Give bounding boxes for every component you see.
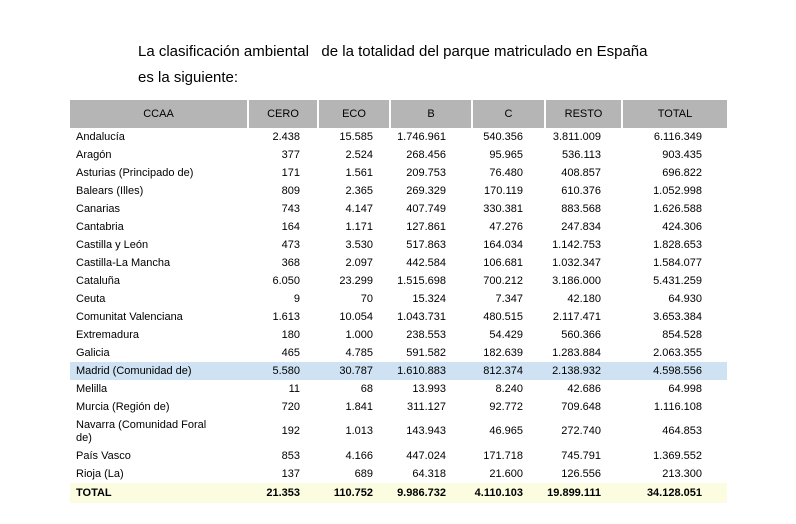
cell-total: 424.306: [622, 218, 727, 236]
cell-cero: 5.580: [248, 362, 318, 380]
cell-cero: 1.613: [248, 308, 318, 326]
cell-region: [70, 200, 248, 218]
cell-eco: 10.054: [318, 308, 390, 326]
cell-cero: 137: [248, 465, 318, 483]
cell-b: 1.610.883: [390, 362, 472, 380]
column-header-b: B: [390, 100, 472, 128]
cell-region: [70, 398, 248, 416]
cell-eco: 1.171: [318, 218, 390, 236]
cell-total: 3.653.384: [622, 308, 727, 326]
cell-total: 64.998: [622, 380, 727, 398]
column-header-eco: ECO: [318, 100, 390, 128]
region-label: Andalucía: [76, 130, 125, 143]
cell-c: 7.347: [472, 290, 545, 308]
cell-total: 213.300: [622, 465, 727, 483]
cell-resto: 745.791: [545, 447, 622, 465]
cell-c: 95.965: [472, 146, 545, 164]
cell-eco: 2.365: [318, 182, 390, 200]
cell-cero: 192: [248, 416, 318, 447]
table-row: [70, 465, 727, 483]
column-header-c: C: [472, 100, 545, 128]
cell-cero: 171: [248, 164, 318, 182]
table-row: [70, 128, 727, 146]
cell-resto: 2.138.932: [545, 362, 622, 380]
cell-cero: 473: [248, 236, 318, 254]
region-label: Castilla y León: [76, 238, 149, 251]
cell-eco: 1.000: [318, 326, 390, 344]
cell-eco: 2.524: [318, 146, 390, 164]
cell-c: 700.212: [472, 272, 545, 290]
cell-resto: 883.568: [545, 200, 622, 218]
table-row: [70, 254, 727, 272]
cell-cero: 377: [248, 146, 318, 164]
cell-total: 1.584.077: [622, 254, 727, 272]
cell-c: 8.240: [472, 380, 545, 398]
cell-c: 46.965: [472, 416, 545, 447]
cell-eco: 110.752: [318, 483, 390, 503]
region-label: Cantabria: [76, 220, 124, 233]
cell-eco: 15.585: [318, 128, 390, 146]
cell-resto: 560.366: [545, 326, 622, 344]
cell-total: 2.063.355: [622, 344, 727, 362]
cell-resto: 3.186.000: [545, 272, 622, 290]
cell-region: [70, 483, 248, 503]
cell-resto: 610.376: [545, 182, 622, 200]
cell-b: 1.515.698: [390, 272, 472, 290]
cell-cero: 853: [248, 447, 318, 465]
cell-b: 269.329: [390, 182, 472, 200]
cell-eco: 1.561: [318, 164, 390, 182]
cell-region: [70, 447, 248, 465]
cell-region: [70, 308, 248, 326]
cell-c: 54.429: [472, 326, 545, 344]
cell-c: 480.515: [472, 308, 545, 326]
cell-c: 21.600: [472, 465, 545, 483]
cell-eco: 4.147: [318, 200, 390, 218]
region-label: Murcia (Región de): [76, 400, 170, 413]
cell-region: [70, 128, 248, 146]
cell-cero: 368: [248, 254, 318, 272]
region-label: Ceuta: [76, 292, 106, 305]
classification-table-container: [70, 100, 727, 503]
cell-cero: 9: [248, 290, 318, 308]
cell-region: [70, 218, 248, 236]
region-label: Aragón: [76, 148, 112, 161]
cell-region: [70, 380, 248, 398]
intro-line-2: es la siguiente:: [138, 69, 239, 86]
cell-b: 127.861: [390, 218, 472, 236]
cell-c: 170.119: [472, 182, 545, 200]
cell-eco: 3.530: [318, 236, 390, 254]
cell-b: 209.753: [390, 164, 472, 182]
cell-region: [70, 344, 248, 362]
cell-cero: 164: [248, 218, 318, 236]
cell-region: [70, 272, 248, 290]
cell-eco: 1.013: [318, 416, 390, 447]
column-header-cero: CERO: [248, 100, 318, 128]
cell-eco: 23.299: [318, 272, 390, 290]
region-label: Madrid (Comunidad de): [76, 364, 192, 377]
cell-region: [70, 164, 248, 182]
region-label: Comunitat Valenciana: [76, 310, 183, 323]
region-label: Balears (Illes): [76, 184, 144, 197]
cell-c: 106.681: [472, 254, 545, 272]
cell-eco: 689: [318, 465, 390, 483]
table-row: [70, 272, 727, 290]
table-row: [70, 290, 727, 308]
cell-total: 64.930: [622, 290, 727, 308]
cell-c: 92.772: [472, 398, 545, 416]
cell-b: 311.127: [390, 398, 472, 416]
cell-cero: 2.438: [248, 128, 318, 146]
table-row: [70, 308, 727, 326]
cell-b: 591.582: [390, 344, 472, 362]
cell-total: 1.052.998: [622, 182, 727, 200]
cell-total: 903.435: [622, 146, 727, 164]
table-row: [70, 380, 727, 398]
cell-cero: 809: [248, 182, 318, 200]
cell-c: 330.381: [472, 200, 545, 218]
cell-b: 9.986.732: [390, 483, 472, 503]
region-label: Rioja (La): [76, 467, 124, 480]
cell-total: 1.116.108: [622, 398, 727, 416]
cell-resto: 272.740: [545, 416, 622, 447]
cell-region: [70, 362, 248, 380]
cell-eco: 68: [318, 380, 390, 398]
cell-total: 854.528: [622, 326, 727, 344]
table-header-row: [70, 100, 727, 128]
table-row: [70, 146, 727, 164]
region-label: País Vasco: [76, 449, 131, 462]
region-label: Extremadura: [76, 328, 139, 341]
cell-region: [70, 326, 248, 344]
cell-b: 1.746.961: [390, 128, 472, 146]
cell-cero: 180: [248, 326, 318, 344]
cell-resto: 408.857: [545, 164, 622, 182]
table-row: [70, 416, 727, 447]
cell-b: 407.749: [390, 200, 472, 218]
cell-region: [70, 416, 248, 447]
cell-b: 15.324: [390, 290, 472, 308]
cell-c: 4.110.103: [472, 483, 545, 503]
region-label: Melilla: [76, 382, 108, 395]
column-header-ccaa: CCAA: [70, 100, 248, 128]
cell-c: 76.480: [472, 164, 545, 182]
intro-text: [138, 39, 728, 91]
table-row-total: [70, 483, 727, 503]
cell-b: 64.318: [390, 465, 472, 483]
cell-region: [70, 236, 248, 254]
classification-table: [70, 100, 727, 503]
region-label: TOTAL: [76, 486, 112, 499]
table-row: [70, 344, 727, 362]
cell-cero: 720: [248, 398, 318, 416]
cell-b: 1.043.731: [390, 308, 472, 326]
cell-c: 47.276: [472, 218, 545, 236]
table-body: [70, 128, 727, 503]
cell-total: 34.128.051: [622, 483, 727, 503]
cell-region: [70, 182, 248, 200]
cell-c: 540.356: [472, 128, 545, 146]
column-header-resto: RESTO: [545, 100, 622, 128]
cell-resto: 42.180: [545, 290, 622, 308]
column-header-total: TOTAL: [622, 100, 727, 128]
table-row: [70, 362, 727, 380]
region-label: Castilla-La Mancha: [76, 256, 171, 269]
cell-eco: 2.097: [318, 254, 390, 272]
cell-b: 442.584: [390, 254, 472, 272]
cell-region: [70, 254, 248, 272]
cell-cero: 465: [248, 344, 318, 362]
table-row: [70, 218, 727, 236]
cell-total: 1.828.653: [622, 236, 727, 254]
table-header: [70, 100, 727, 128]
cell-region: [70, 146, 248, 164]
cell-total: 5.431.259: [622, 272, 727, 290]
cell-total: 1.626.588: [622, 200, 727, 218]
cell-c: 164.034: [472, 236, 545, 254]
cell-resto: 2.117.471: [545, 308, 622, 326]
table-row: [70, 326, 727, 344]
cell-b: 13.993: [390, 380, 472, 398]
cell-cero: 11: [248, 380, 318, 398]
cell-b: 447.024: [390, 447, 472, 465]
cell-resto: 3.811.009: [545, 128, 622, 146]
cell-eco: 70: [318, 290, 390, 308]
region-label: Galicia: [76, 346, 110, 359]
cell-eco: 4.785: [318, 344, 390, 362]
cell-total: 1.369.552: [622, 447, 727, 465]
cell-region: [70, 290, 248, 308]
cell-total: 6.116.349: [622, 128, 727, 146]
table-row: [70, 398, 727, 416]
cell-eco: 1.841: [318, 398, 390, 416]
cell-resto: 42.686: [545, 380, 622, 398]
cell-cero: 743: [248, 200, 318, 218]
table-row: [70, 200, 727, 218]
cell-resto: 1.142.753: [545, 236, 622, 254]
cell-resto: 536.113: [545, 146, 622, 164]
cell-c: 812.374: [472, 362, 545, 380]
cell-resto: 1.032.347: [545, 254, 622, 272]
cell-b: 143.943: [390, 416, 472, 447]
cell-resto: 1.283.884: [545, 344, 622, 362]
region-label: Navarra (Comunidad Foral de): [76, 418, 207, 444]
cell-resto: 126.556: [545, 465, 622, 483]
cell-c: 171.718: [472, 447, 545, 465]
cell-c: 182.639: [472, 344, 545, 362]
cell-cero: 6.050: [248, 272, 318, 290]
cell-resto: 247.834: [545, 218, 622, 236]
cell-total: 696.822: [622, 164, 727, 182]
region-label: Canarias: [76, 202, 121, 215]
table-row: [70, 236, 727, 254]
intro-line-1: La clasificación ambiental de la totalidad del parque matriculado en España: [138, 43, 648, 60]
cell-total: 464.853: [622, 416, 727, 447]
cell-eco: 4.166: [318, 447, 390, 465]
cell-resto: 709.648: [545, 398, 622, 416]
cell-b: 268.456: [390, 146, 472, 164]
cell-b: 238.553: [390, 326, 472, 344]
region-label: Asturias (Principado de): [76, 166, 194, 179]
region-label: Cataluña: [76, 274, 121, 287]
table-row: [70, 447, 727, 465]
cell-region: [70, 465, 248, 483]
cell-total: 4.598.556: [622, 362, 727, 380]
cell-resto: 19.899.111: [545, 483, 622, 503]
table-row: [70, 182, 727, 200]
cell-eco: 30.787: [318, 362, 390, 380]
table-row: [70, 164, 727, 182]
cell-cero: 21.353: [248, 483, 318, 503]
cell-b: 517.863: [390, 236, 472, 254]
